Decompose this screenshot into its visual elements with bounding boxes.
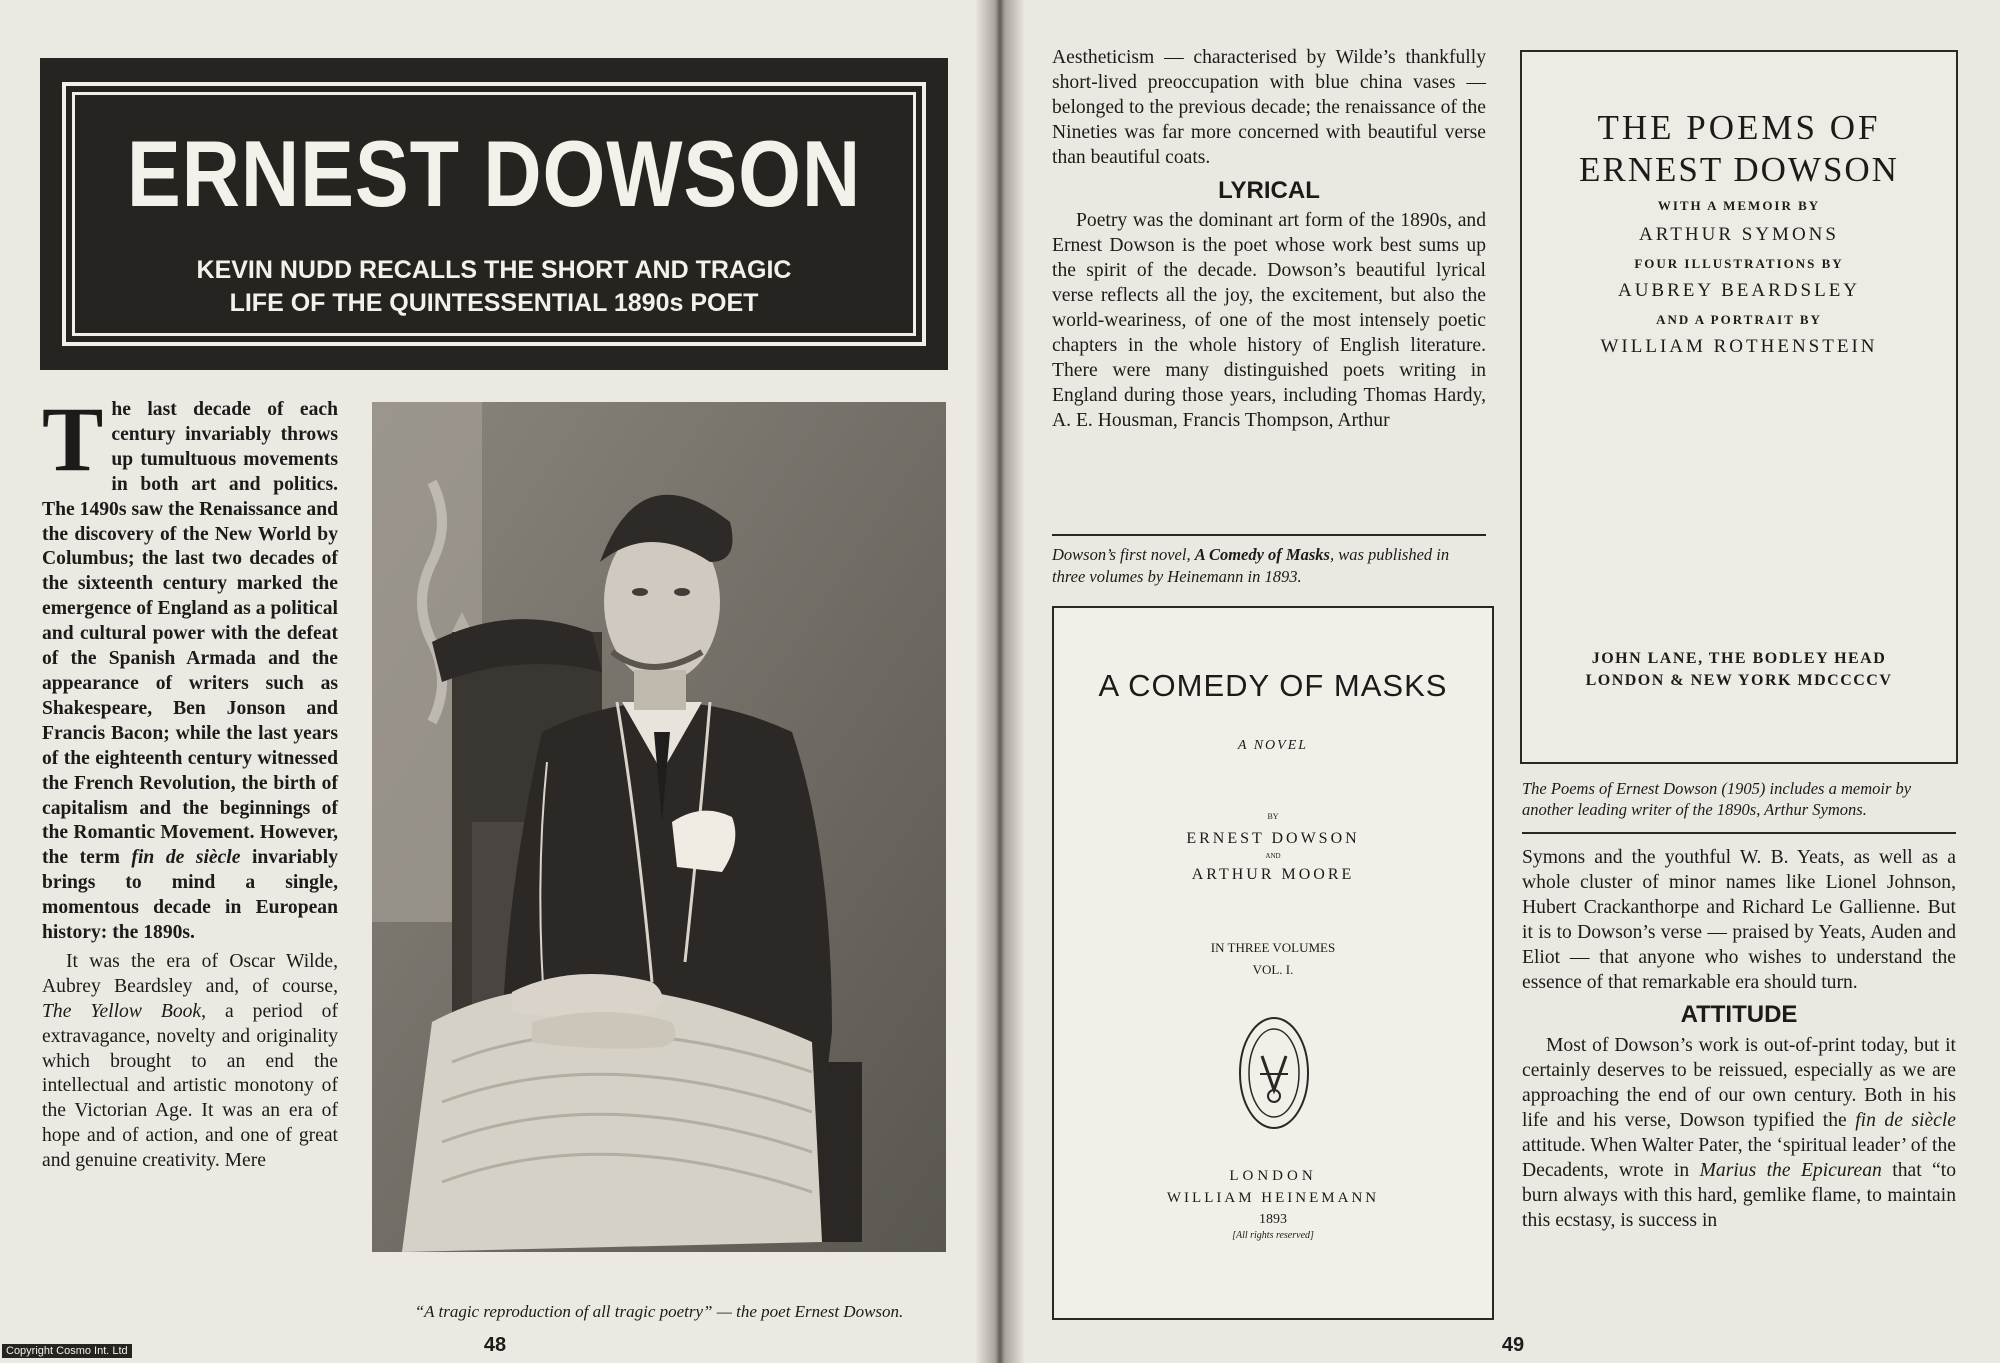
body-paragraph [42,950,338,1174]
body-paragraph: Symons and the youthful W. B. Yeats, as well as a whole cluster of minor names like Lionel Johnson, Hubert Crackanthorpe and Richard Le Gallienne. But it is to Dowson’s verse — praised by Yeats, Auden and Eliot — that anyone who wishes to understand the essence of that remarkable era should turn. [1522,847,1956,993]
novel-caption-text-2: , was published in three volumes by Heinemann in 1893. [1052,545,1450,586]
poems-caption-title: The Poems of Ernest Dowson [1522,779,1718,798]
intro-text-2: invariably brings to mind a single, momentous decade in European history: the 1890s. [42,847,338,944]
divider-rule [1052,534,1486,536]
novel-author-1: ERNEST DOWSON [1186,830,1360,847]
poems-title-page [1520,50,1958,764]
intro-paragraph [42,388,338,946]
poems-portrait-by: AND A PORTRAIT BY [1656,312,1822,327]
poems-title-line-1: THE POEMS OF [1597,108,1881,147]
attitude-italic-2: Marius the Epicurean [1699,1159,1882,1181]
novel-title-page [1052,606,1494,1320]
attitude-text-3: that “to burn always with this hard, gemlike flame, to maintain this ecstasy, is success in [1522,1159,1956,1231]
novel-subtitle: A NOVEL [1237,738,1309,753]
poems-portraitist: WILLIAM ROTHENSTEIN [1600,336,1878,357]
spine-gutter [975,0,1025,1363]
copyright-notice: Copyright Cosmo Int. Ltd [2,1344,132,1358]
poems-caption-text: (1905) includes a memoir by another leading writer of the 1890s, Arthur Symons. [1522,779,1912,819]
portrait-photo [372,402,946,1252]
poems-publisher-line-2: LONDON & NEW YORK MDCCCCV [1585,672,1893,689]
article-title: ERNEST DOWSON [126,121,862,226]
body-paragraph: Aestheticism — characterised by Wilde’s thankfully short-lived preoccupation with blue china vases — belonged to the previous decade; the renaissance of the Nineties was far more concerned with beautiful verse than beautiful coats. [1052,47,1486,168]
novel-publisher: WILLIAM HEINEMANN [1166,1190,1380,1206]
intro-column [42,388,339,1174]
novel-volumes: IN THREE VOLUMES [1210,940,1336,955]
novel-caption [1052,544,1486,588]
novel-caption-title: A Comedy of Masks [1194,545,1330,564]
page-number: 49 [1501,1334,1525,1356]
novel-author-2: ARTHUR MOORE [1191,866,1355,883]
para2-text-1: It was the era of Oscar Wilde, Aubrey Beardsley and, of course, [42,950,338,997]
publisher-seal-icon [1238,1016,1310,1130]
novel-by: BY [1267,812,1279,821]
divider-rule [1522,832,1956,834]
page-number: 48 [483,1334,507,1356]
novel-volume-number: VOL. I. [1252,962,1294,977]
standfirst [40,254,948,320]
poems-illustrator: AUBREY BEARDSLEY [1617,280,1861,301]
novel-and: AND [1265,852,1281,860]
attitude-text-1: Most of Dowson’s work is out-of-print today, but it certainly deserves to be reissued, especially as we are approaching the end of our own century. Both in his life and his verse, Dowson typified the [1522,1035,1956,1132]
body-paragraph: Poetry was the dominant art form of the 1890s, and Ernest Dowson is the poet whose work best sums up the spirit of the decade. Dowson’s beautiful lyrical verse reflects all the joy, the excitement, but also the world-weariness, of one of the most intensely poetic chapters in the whole history of English literature. There were many distinguished poets writing in England during those years, including Thomas Hardy, A. E. Housman, Francis Thompson, Arthur [1052,210,1486,431]
page-48 [0,0,992,1363]
novel-rights: [All rights reserved] [1232,1230,1314,1241]
intro-text-1: he last decade of each century invariably throws up tumultuous movements in both art and politics. The 1490s saw the Renaissance and the discovery of the New World by Columbus; the last two decades of the sixteenth century marked the emergence of England as a political and cultural power with the defeat of the Spanish Armada and the appearance of writers such as Shakespeare, Ben Jonson and Francis Bacon; while the last years of the eighteenth century witnessed the French Revolution, the birth of capitalism and the beginnings of the Romantic Movement. However, the term [42,399,338,869]
poems-caption [1522,778,1956,820]
title-box [40,58,948,370]
attitude-italic-1: fin de siècle [1855,1110,1957,1132]
poems-memoir-author: ARTHUR SYMONS [1639,224,1839,245]
section-heading-attitude: ATTITUDE [1680,1001,1798,1029]
portrait-illustration [372,402,946,1252]
para2-text-2: , a period of extravagance, novelty and originality which brought to an end the intellectual and artistic monotony of the Victorian Age. It was an era of hope and of action, and one of great and genuine creativity. Mere [42,1000,339,1172]
poems-memoir-by: WITH A MEMOIR BY [1657,198,1821,213]
standfirst-line-1: KEVIN NUDD RECALLS THE SHORT AND TRAGIC [196,256,792,284]
drop-cap: T [42,388,104,490]
novel-title: A COMEDY OF MASKS [1098,668,1448,703]
photo-caption: “A tragic reproduction of all tragic poetry” — the poet Ernest Dowson. [414,1302,904,1321]
standfirst-line-2: LIFE OF THE QUINTESSENTIAL 1890s POET [229,289,759,317]
poems-illustrations-by: FOUR ILLUSTRATIONS BY [1634,256,1844,271]
attitude-text-2: attitude. When Walter Pater, the ‘spiritual leader’ of the Decadents, wrote in [1522,1134,1956,1181]
novel-caption-text-1: Dowson’s first novel, [1052,545,1195,564]
novel-city: LONDON [1229,1168,1317,1184]
middle-column [1052,46,1486,434]
para2-italic: The Yellow Book [42,1000,202,1022]
poems-publisher-line-1: JOHN LANE, THE BODLEY HEAD [1591,650,1887,667]
novel-year: 1893 [1259,1212,1287,1227]
page-49 [1000,0,2000,1363]
body-paragraph [1522,1034,1956,1233]
section-heading-lyrical: LYRICAL [1218,176,1320,204]
poems-title-line-2: ERNEST DOWSON [1579,150,1899,189]
intro-italic: fin de siècle [131,847,241,869]
right-column [1522,846,1956,1234]
